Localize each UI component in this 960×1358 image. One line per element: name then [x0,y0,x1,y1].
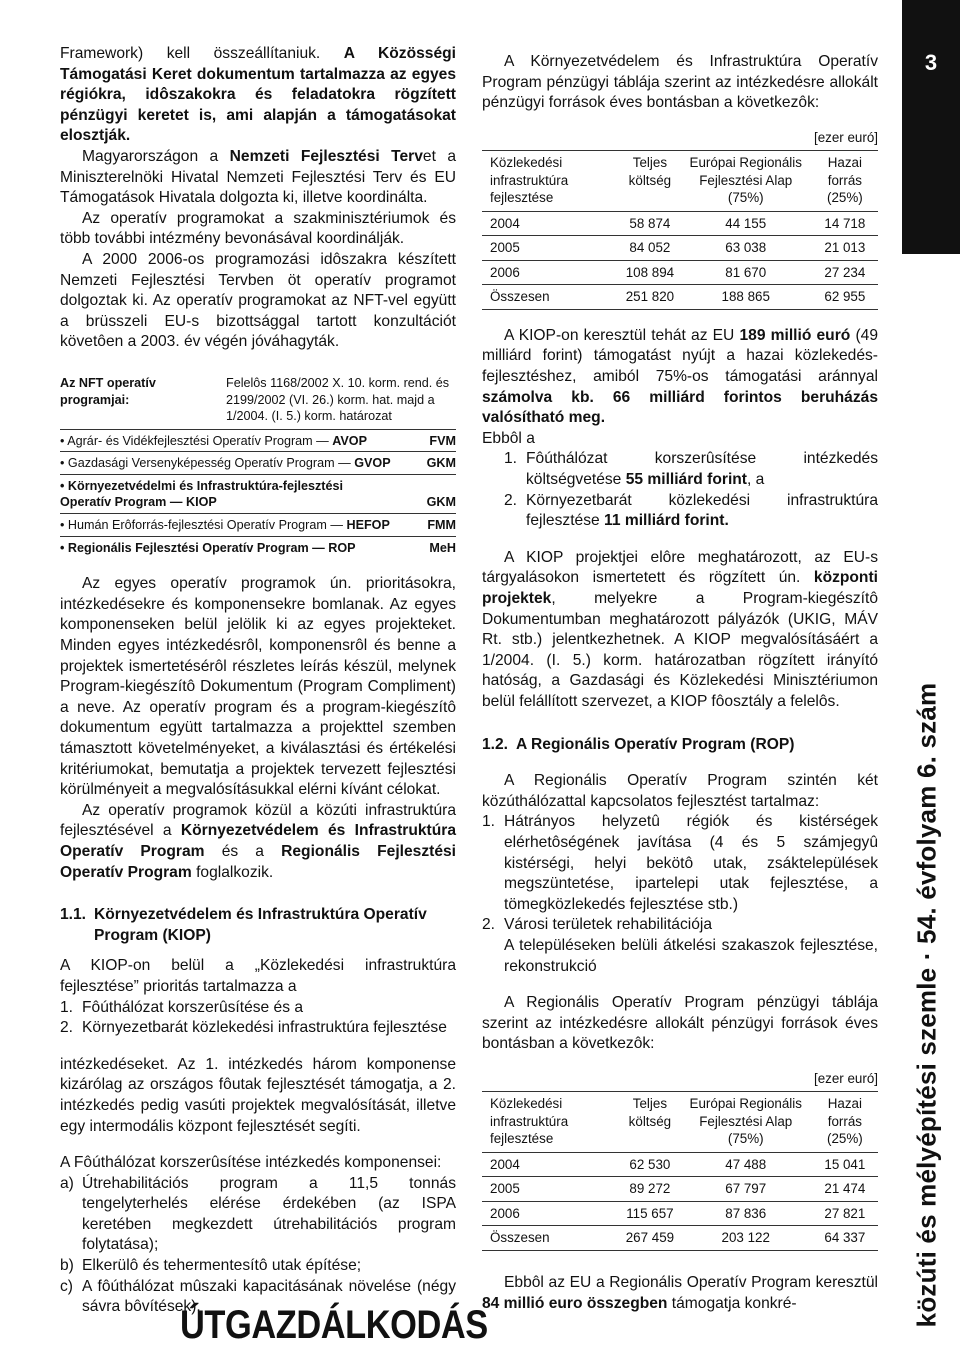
nft-program-row [60,474,456,513]
nft-programs-box [60,375,456,558]
paragraph: A KIOP-on belül a „Közlekedési infrastruktúra fejlesztése” prioritás tartalmazza a [60,957,456,995]
table-cell: 62 530 [620,1152,680,1177]
program-title: • Gazdasági Versenyképesség Operatív Program [60,456,339,471]
program-title: • Környezetvédelmi és Infrastruktúra-fejlesztési Operatív Program [60,478,343,510]
table-cell: 2005 [482,1177,620,1202]
table-header: Európai Regionális Fejlesztési Alap (75%) [689,155,802,206]
table-cell: 2006 [482,1201,620,1226]
table-row [482,260,878,285]
paragraph: A településeken belüli átkelési szakaszok fejlesztése, rekonstrukció [504,936,878,975]
table-cell: 84 052 [620,236,680,261]
list-item [482,812,878,915]
page-number-block [902,0,960,254]
table-cell: 108 894 [620,260,680,285]
program-title: • Agrár- és Vidékfejlesztési Operatív Program [60,433,317,448]
table-header: Teljes költség [628,1096,672,1129]
table-row [482,1177,878,1202]
list-marker: 1. [504,450,518,468]
table-cell: 21 474 [812,1177,878,1202]
list-item [482,915,878,936]
nft-heading: Az NFT operatív programjai: [60,375,156,407]
paragraph: Az operatív programok közül a közúti infrastruktúra fejlesztésével a Környezetvédelem és Infrastruktúra Operatív Program és a Regionális Fejlesztési Operatív Program foglalkozik. [60,801,456,881]
table-cell: 188 865 [680,285,812,310]
list-marker: 2. [504,491,518,509]
table-cell: 27 821 [812,1201,878,1226]
table-header: Hazai forrás (25%) [827,155,863,206]
list-item [60,1256,456,1277]
table-cell: 27 234 [812,260,878,285]
table-cell: 67 797 [680,1177,812,1202]
program-abbr: KIOP [185,495,217,510]
list-text: Környezetbarát közlekedési infrastruktúra fejlesztése [82,1019,447,1037]
list-item [60,998,456,1019]
table-cell: 21 013 [812,236,878,261]
heading-1-2: 1.2. A Regionális Operatív Program (ROP) [482,735,795,753]
table-cell: 44 155 [680,211,812,236]
left-column [60,44,456,1318]
list-item [60,1174,456,1256]
table-cell: 2004 [482,211,620,236]
list-marker: b) [60,1257,74,1275]
list-text-bold: 11 milliárd forint. [604,512,729,530]
paragraph: Az operatív programokat a szakminisztériumok és több további intézmény bevonásával koordinálják. [60,209,456,248]
table-cell: 62 955 [812,285,878,310]
program-abbr: ROP [328,540,356,555]
table-header: Európai Regionális Fejlesztési Alap (75%) [689,1096,802,1147]
list-marker: 1. [482,813,496,831]
list-text [526,449,878,490]
program-abbr: GVOP [354,456,391,471]
list-text-part: Környezetbarát közlekedési infrastruktúra fejlesztése [526,491,878,530]
rop-finance-table [482,1091,878,1251]
paragraph: A Regionális Operatív Program szintén két közúthálózattal kapcsolatos fejlesztést tartalmaz: [482,772,878,810]
list-text: A fôúthálózat mûszaki kapacitásának növelése (négy sávra bôvítések). [82,1277,456,1316]
paragraph: A KIOP projektjei elôre meghatározott, az EU-s tárgyalásokon ismertetett és rögzített ún. központi projektek, melyekre a Program-kiegészítô Dokumentumban meghatározott pályázók (UKIG, MÁV Rt. stb.) jelentkezhetnek. A KIOP megvalósításáért a 1/2004. (I. 5.) korm. határozatban rögzített irányító hatóság, a Gazdasági és Közlekedési Minisztériumon belül felállított szervezet, a KIOP fôosztály a felelôs. [482,548,878,710]
program-ministry: GKM [426,495,456,510]
table-cell: 81 670 [680,260,812,285]
table-cell: 87 836 [680,1201,812,1226]
list-text-part: , a [747,471,765,489]
list-text-part: Fôúthálózat korszerûsítése intézkedés költségvetése [526,450,878,489]
table-cell: 89 272 [620,1177,680,1202]
table-unit: [ezer euró] [813,129,878,145]
table-header: Hazai forrás (25%) [827,1096,863,1147]
table-row [482,1201,878,1226]
list-marker: 2. [60,1019,74,1037]
program-ministry: MeH [429,540,456,555]
table-row [482,211,878,236]
table-cell: Összesen [482,1226,620,1251]
table-cell: 64 337 [812,1226,878,1251]
list-text: Városi területek rehabilitációja [504,916,713,934]
paragraph: A KIOP-on keresztül tehát az EU 189 millió euró (49 milliárd forint) támogatást nyújt a hazai közlekedés-fejlesztéshez, amiból 75%-os támogatási aránnyal számolva kb. 66 milliárd forintos beruházás valósítható meg. [482,326,879,427]
right-column [482,52,878,1314]
list-text: Hátrányos helyzetû régiók és kistérségek elérhetôségének javítása (4 és 5 számjegyû kistérségi, helyi bekötô utak, zsáktelepülések megszüntetése, ipartelepi utak fejlesztése, a tömegközlekedés fejlesztése stb.) [504,813,878,913]
program-ministry: GKM [426,456,456,471]
paragraph: A Fôúthálózat korszerûsítése intézkedés komponensei: [60,1154,442,1172]
table-cell: 58 874 [620,211,680,236]
table-cell: Összesen [482,285,620,310]
table-unit: [ezer euró] [813,1070,878,1086]
nft-legal-basis: Felelôs 1168/2002 X. 10. korm. rend. és 2199/2002 (VI. 26.) korm. hat. majd a 1/2004. (I. 5.) korm. határozat [226,375,450,424]
table-cell: 47 488 [680,1152,812,1177]
paragraph: A 2000 2006-os programozási idôszakra készített Nemzeti Fejlesztési Tervben öt operatív programot dolgoztak ki. Az operatív programokat az NFT-vel együtt a brüsszeli EU-s bizottsággal tartott konzultációt követôen a 2003. év végén jóváhagyták. [60,250,456,351]
program-name: • Agrár- és Vidékfejlesztési Operatív Program — AVOP [60,433,368,448]
nft-program-row [60,451,456,474]
program-name: • Gazdasági Versenyképesség Operatív Program — GVOP [60,456,391,471]
nft-program-row [60,536,456,559]
paragraph: Magyarországon a Nemzeti Fejlesztési Tervet a Miniszterelnöki Hivatal Nemzeti Fejlesztési Terv és EU Támogatások Hivatala dolgozta ki, illetve koordinálta. [60,147,456,207]
table-cell: 15 041 [812,1152,878,1177]
table-cell: 115 657 [620,1201,680,1226]
program-ministry: FVM [429,433,456,448]
nft-program-row [60,513,456,536]
table-row [482,1152,878,1177]
list-text [526,491,878,532]
paragraph: Az egyes operatív programok ún. prioritásokra, intézkedésekre és komponensekre bomlanak. Az egyes komponenseken belül jelölik ki az egyes projekteket. Minden egyes intézkedésrôl, komponensrôl és benne a projektek ismertetésérôl részletes leírás készül, melynek Program-kiegészítô Dokumentum (Program Compliment) a neve. Az operatív program és a program-kiegészítô dokumentum együtt tartalmazza a projekttel szemben támasztott követelményeket, a kiválasztási és értékelési kritériumokat, bemutatja a projektek tervezett fejlesztési körülményeit a megvalósításukkal elérni kívánt célokat. [60,575,456,799]
program-abbr: AVOP [332,433,368,448]
paragraph: intézkedéseket. Az 1. intézkedés három komponense kizárólag az országos fôutak fejlesztését támogatja, a 2. intézkedés pedig vasúti projektek megvalósítását, illetve egy intermodális központ fejlesztését segíti. [60,1055,456,1135]
program-name: • Környezetvédelmi és Infrastruktúra-fejlesztési Operatív Program — KIOP [60,478,343,510]
table-row [482,1226,878,1251]
heading-1-1: 1.1. Környezetvédelem és Infrastruktúra Operatív Program (KIOP) [60,906,427,944]
page-number: 3 [924,50,938,75]
paragraph: A Környezetvédelem és Infrastruktúra Operatív Program pénzügyi táblája szerint az intézkedésre allokált pénzügyi források éves bontásban a következôk: [482,53,878,112]
list-item [482,491,878,532]
paragraph: A Regionális Operatív Program pénzügyi táblája szerint az intézkedésre allokált pénzügyi források éves bontásban a következôk: [482,994,878,1053]
program-name: • Regionális Fejlesztési Operatív Program — ROP [60,540,356,555]
kiop-finance-table [482,150,878,310]
program-title: • Humán Erôforrás-fejlesztési Operatív Program [60,518,331,533]
list-item [482,449,878,490]
nft-program-row [60,429,456,452]
list-text: Útrehabilitációs program a 11,5 tonnás tengelyterhelés elérése érdekében (az ISPA keretében megkezdett útrehabilitációs program folytatása); [82,1174,456,1254]
table-cell: 2006 [482,260,620,285]
paragraph: Ebbôl az EU a Regionális Operatív Program keresztül 84 millió euro összegben támogatja konkré- [482,1273,878,1312]
list-marker: a) [60,1174,74,1192]
table-header: Közlekedési infrastruktúra fejlesztése [490,1096,569,1147]
table-row [482,236,878,261]
list-marker: c) [60,1277,73,1295]
paragraph: Framework) kell összeállítaniuk. A Közösségi Támogatási Keret dokumentum tartalmazza az egyes régiókra, idôszakokra és feladatokra rögzített pénzügyi keretet is, ami alapján a támogatásokat elosztják. [60,45,456,145]
list-text: Elkerülô és tehermentesítô utak építése; [82,1257,362,1275]
paragraph: Ebbôl a [482,429,535,447]
list-item [60,1018,456,1039]
table-cell: 14 718 [812,211,878,236]
table-cell: 63 038 [680,236,812,261]
table-cell: 251 820 [620,285,680,310]
list-marker: 1. [60,998,74,1016]
table-cell: 2004 [482,1152,620,1177]
program-name: • Humán Erôforrás-fejlesztési Operatív Program — HEFOP [60,518,390,533]
program-title: • Regionális Fejlesztési Operatív Program [60,540,313,555]
list-marker: 2. [482,916,496,934]
table-header: Teljes költség [628,155,672,188]
list-text-bold: 55 milliárd forint [625,471,747,489]
table-header: Közlekedési infrastruktúra fejlesztése [490,155,569,206]
program-abbr: HEFOP [346,518,390,533]
table-cell: 267 459 [620,1226,680,1251]
list-text: Fôúthálózat korszerûsítése és a [82,998,304,1016]
program-ministry: FMM [427,518,456,533]
table-row [482,285,878,310]
section-title: ÚTGAZDÁLKODÁS [180,1303,488,1347]
table-cell: 2005 [482,236,620,261]
journal-title: közúti és mélyépítési szemle · 54. évfolyam 6. szám [911,682,942,1328]
table-cell: 203 122 [680,1226,812,1251]
